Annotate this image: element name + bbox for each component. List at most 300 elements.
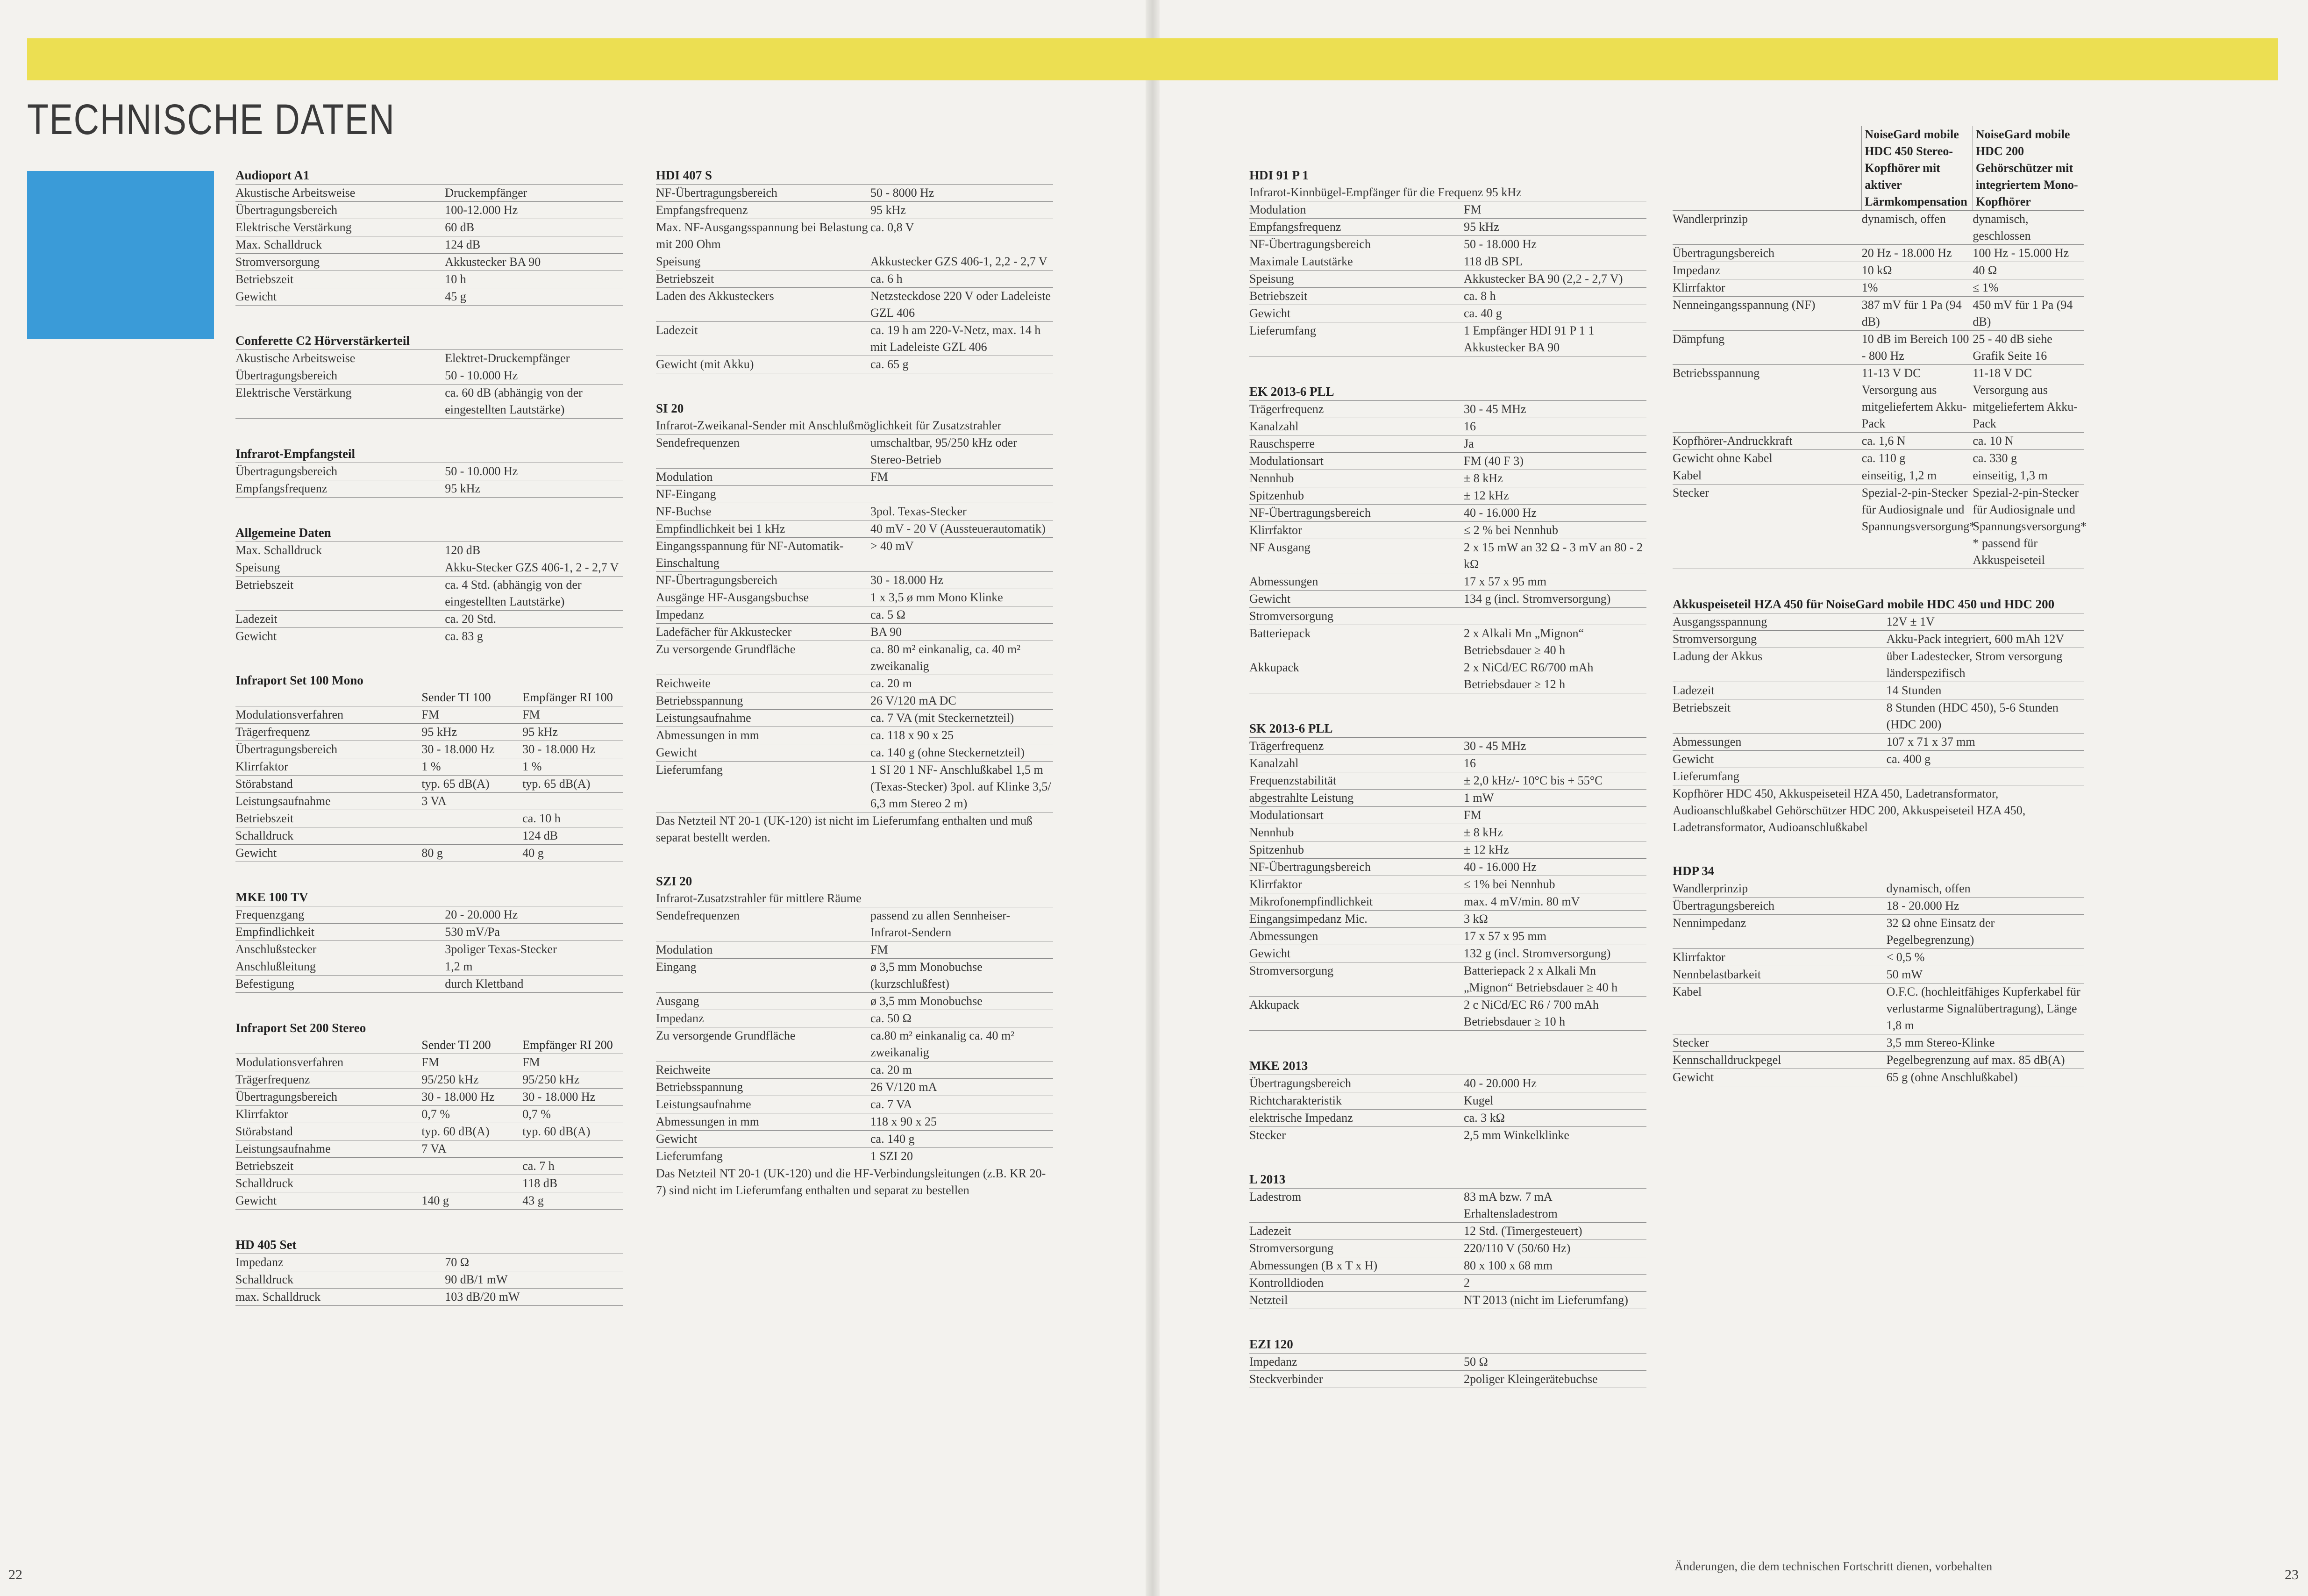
spec-value: Spezial-2-pin-Stecker für Audiosignale und Spannungsversorgung*: [1862, 484, 1973, 569]
spec-label: Gewicht: [235, 1192, 421, 1210]
table-row: [235, 758, 623, 776]
spec-value: ca. 20 Std.: [445, 611, 623, 628]
spec-value: 3 VA: [421, 793, 522, 810]
spec-section: [656, 166, 1053, 373]
spec-value: 2 x 15 mW an 32 Ω - 3 mV an 80 - 2 kΩ: [1464, 539, 1646, 573]
table-row: [1249, 522, 1646, 539]
spec-value: ± 12 kHz: [1464, 841, 1646, 859]
spec-value: Netzsteckdose 220 V oder Ladeleiste GZL 406: [870, 288, 1053, 322]
spec-value: ca. 19 h am 220-V-Netz, max. 14 h mit Ladeleiste GZL 406: [870, 322, 1053, 356]
spec-label: Abmessungen: [1673, 734, 1887, 751]
spec-value: 16: [1464, 418, 1646, 435]
table-row: [656, 1131, 1053, 1148]
spec-value: ca. 3 kΩ: [1464, 1110, 1646, 1127]
table-row: [1673, 966, 2084, 983]
table-row: [235, 236, 623, 254]
spec-value: 3 kΩ: [1464, 911, 1646, 928]
spec-value: 3poliger Texas-Stecker: [445, 941, 623, 958]
spec-label: Wandlerprinzip: [1673, 211, 1862, 245]
spec-section: [235, 1236, 623, 1306]
table-row: [656, 356, 1053, 373]
spec-value: 100 Hz - 15.000 Hz: [1973, 245, 2084, 262]
spec-label: Ladestrom: [1249, 1189, 1464, 1223]
spec-value: 124 dB: [522, 827, 623, 845]
section-title: MKE 100 TV: [235, 890, 308, 904]
spec-value: 2: [1464, 1275, 1646, 1292]
spec-label: Ladezeit: [1249, 1223, 1464, 1240]
spec-value: [421, 1175, 522, 1192]
table-row: [1249, 1275, 1646, 1292]
spec-label: Empfindlichkeit: [235, 924, 445, 941]
table-row: [1249, 841, 1646, 859]
spec-label: Lieferumfang: [656, 1148, 870, 1165]
spec-label: Gewicht: [235, 288, 445, 306]
spec-value: < 0,5 %: [1887, 949, 2084, 966]
spec-value: ø 3,5 mm Monobuchse (kurzschlußfest): [870, 959, 1053, 993]
section-note: Kopfhörer HDC 450, Akkuspeiseteil HZA 450, Ladetransformator, Audioanschlußkabel Gehörschützer HDC 200, Akkuspeiseteil HZA 450, Ladetransformator, Audioanschlußkabel: [1673, 787, 2026, 834]
spec-value: 1 %: [421, 758, 522, 776]
spec-label: Nennbelastbarkeit: [1673, 966, 1887, 983]
spec-value: 30 - 18.000 Hz: [421, 741, 522, 758]
table-row: [235, 1089, 623, 1106]
spec-label: Trägerfrequenz: [235, 1071, 421, 1089]
spec-value: 0,7 %: [522, 1106, 623, 1123]
table-row: [1673, 631, 2084, 648]
table-row: [656, 606, 1053, 624]
spec-section: [235, 888, 623, 993]
spec-label: Betriebszeit: [656, 271, 870, 288]
spec-label: Akkupack: [1249, 997, 1464, 1031]
table-row: [235, 480, 623, 498]
spec-value: ca. 8 h: [1464, 288, 1646, 305]
table-row: [656, 1096, 1053, 1113]
table-row: [1673, 245, 2084, 262]
spec-value: 120 dB: [445, 542, 623, 559]
spec-value: 3,5 mm Stereo-Klinke: [1887, 1034, 2084, 1052]
spec-label: Schalldruck: [235, 1175, 421, 1192]
spec-label: Übertragungsbereich: [235, 202, 445, 219]
table-row: [1673, 949, 2084, 966]
section-title: HDI 91 P 1: [1249, 168, 1309, 182]
table-row: [1673, 484, 2084, 569]
spec-label: Ausgänge HF-Ausgangsbuchse: [656, 589, 870, 606]
spec-label: Modulationsverfahren: [235, 706, 421, 724]
table-row: [1673, 1069, 2084, 1086]
table-row: [656, 185, 1053, 202]
spec-label: Übertragungsbereich: [1673, 245, 1862, 262]
table-row: [1673, 682, 2084, 699]
table-row: [1673, 433, 2084, 450]
table-row: [235, 628, 623, 645]
spec-label: Stecker: [1673, 484, 1862, 569]
spec-value: FM: [421, 1054, 522, 1071]
spec-section: [235, 166, 623, 306]
spec-value: ca. 7 VA: [870, 1096, 1053, 1113]
spec-label: Eingangsspannung für NF-Automatik-Einschaltung: [656, 538, 870, 572]
spec-label: Rauschsperre: [1249, 435, 1464, 453]
spec-label: Betriebszeit: [235, 271, 445, 288]
spec-value: 1 %: [522, 758, 623, 776]
spec-value: ca. 65 g: [870, 356, 1053, 373]
table-row: [1249, 1110, 1646, 1127]
table-row: [1249, 418, 1646, 435]
table-row: [1673, 279, 2084, 297]
spec-value: einseitig, 1,3 m: [1973, 467, 2084, 484]
spec-value: 10 h: [445, 271, 623, 288]
spec-table: [235, 542, 623, 645]
spec-label: abgestrahlte Leistung: [1249, 790, 1464, 807]
spec-label: Max. NF-Ausgangsspannung bei Belastung mit 200 Ohm: [656, 219, 870, 253]
spec-label: Stromversorgung: [1673, 631, 1887, 648]
spec-value: 17 x 57 x 95 mm: [1464, 928, 1646, 945]
spec-table: [235, 463, 623, 498]
spec-value: FM: [522, 706, 623, 724]
table-row: [235, 1158, 623, 1175]
spec-section: [235, 671, 623, 862]
spec-label: Gewicht (mit Akku): [656, 356, 870, 373]
table-row: [235, 1054, 623, 1071]
spec-label: Gewicht: [656, 744, 870, 762]
spec-value: 140 g: [421, 1192, 522, 1210]
spec-label: Nennhub: [1249, 824, 1464, 841]
spec-value: 95 kHz: [522, 724, 623, 741]
spec-label: Lieferumfang: [656, 762, 870, 812]
spec-value: 30 - 18.000 Hz: [870, 572, 1053, 589]
section-title: HDP 34: [1673, 864, 1715, 878]
table-row: [235, 463, 623, 480]
spec-label: Netzteil: [1249, 1292, 1464, 1309]
spec-value: [522, 793, 623, 810]
spec-value: Batteriepack 2 x Alkali Mn „Mignon“ Betriebsdauer ≥ 40 h: [1464, 962, 1646, 997]
spec-label: Ladezeit: [656, 322, 870, 356]
table-row: [235, 1106, 623, 1123]
book-spine: [1146, 0, 1160, 1596]
table-row: [656, 1010, 1053, 1027]
section-intro: Infrarot-Zweikanal-Sender mit Anschlußmöglichkeit für Zusatzstrahler: [656, 419, 1002, 432]
table-row: [235, 202, 623, 219]
table-row: [1249, 219, 1646, 236]
spec-label: Betriebsspannung: [1673, 365, 1862, 433]
spec-value: 20 - 20.000 Hz: [445, 906, 623, 924]
table-row: [1249, 807, 1646, 824]
table-row: [1673, 467, 2084, 484]
spec-label: Betriebszeit: [1249, 288, 1464, 305]
spec-label: Kontrolldioden: [1249, 1275, 1464, 1292]
spec-label: Max. Schalldruck: [235, 542, 445, 559]
spec-value: 30 - 18.000 Hz: [522, 1089, 623, 1106]
spec-label: Störabstand: [235, 1123, 421, 1140]
spec-value: FM: [522, 1054, 623, 1071]
table-row: [235, 219, 623, 236]
section-title: Allgemeine Daten: [235, 526, 331, 540]
spec-value: ca. 20 m: [870, 1062, 1053, 1079]
table-row: [1249, 876, 1646, 893]
header-color-band: [27, 38, 2278, 80]
spec-value: ca. 140 g: [870, 1131, 1053, 1148]
spec-table: [235, 689, 623, 862]
spec-value: 2 x NiCd/EC R6/700 mAh Betriebsdauer ≥ 12 h: [1464, 659, 1646, 693]
spec-label: Stromversorgung: [1249, 962, 1464, 997]
spec-label: Ladung der Akkus: [1673, 648, 1887, 682]
spec-label: Gewicht: [1249, 945, 1464, 962]
header-cell: Empfänger RI 200: [522, 1038, 613, 1052]
spec-value: 132 g (incl. Stromversorgung): [1464, 945, 1646, 962]
spec-label: Klirrfaktor: [235, 1106, 421, 1123]
spec-value: [1887, 768, 2084, 785]
spec-table: [1249, 1188, 1646, 1309]
spec-label: Abmessungen: [1249, 573, 1464, 591]
spec-label: Abmessungen in mm: [656, 1113, 870, 1131]
table-row: [1249, 1371, 1646, 1388]
spec-label: Impedanz: [656, 1010, 870, 1027]
spec-label: Leistungsaufnahme: [656, 710, 870, 727]
spec-value: 26 V/120 mA: [870, 1079, 1053, 1096]
spec-value: FM (40 F 3): [1464, 453, 1646, 470]
spec-label: Empfangsfrequenz: [1249, 219, 1464, 236]
spec-value: 50 - 10.000 Hz: [445, 463, 623, 480]
spec-label: Spitzenhub: [1249, 487, 1464, 505]
spec-value: typ. 60 dB(A): [421, 1123, 522, 1140]
table-row: [235, 542, 623, 559]
table-row: [235, 1192, 623, 1210]
table-row: [235, 559, 623, 577]
spec-value: typ. 65 dB(A): [522, 776, 623, 793]
header-cell: [235, 689, 421, 706]
spec-label: Betriebsspannung: [656, 1079, 870, 1096]
spec-value: 100-12.000 Hz: [445, 202, 623, 219]
table-row: [235, 810, 623, 827]
spec-value: ca.80 m² einkanalig ca. 40 m² zweikanalig: [870, 1027, 1053, 1062]
spec-label: Betriebszeit: [235, 1158, 421, 1175]
spec-value: 1 mW: [1464, 790, 1646, 807]
table-row: [1249, 487, 1646, 505]
section-title: Akkuspeiseteil HZA 450 für NoiseGard mobile HDC 450 und HDC 200: [1673, 597, 2055, 611]
section-title: HD 405 Set: [235, 1238, 297, 1252]
spec-label: Betriebszeit: [235, 577, 445, 611]
table-row: [1673, 768, 2084, 785]
spec-value: 30 - 45 MHz: [1464, 401, 1646, 418]
spec-label: Schalldruck: [235, 827, 421, 845]
spec-value: 2poliger Kleingerätebuchse: [1464, 1371, 1646, 1388]
page-number-right: 23: [2285, 1567, 2299, 1582]
spec-value: 118 dB: [522, 1175, 623, 1192]
spec-value: ca. 140 g (ohne Steckernetzteil): [870, 744, 1053, 762]
table-row: [1673, 983, 2084, 1034]
spec-label: Gewicht: [1249, 591, 1464, 608]
table-row: [1673, 751, 2084, 768]
spec-value: dynamisch, offen: [1887, 880, 2084, 898]
table-row: [656, 322, 1053, 356]
spec-label: Abmessungen in mm: [656, 727, 870, 744]
spec-section: [1673, 126, 2087, 569]
table-row: [235, 1140, 623, 1158]
table-row: [1249, 1127, 1646, 1144]
table-row: [1249, 288, 1646, 305]
spec-value: ca. 330 g: [1973, 450, 2084, 467]
spec-label: Ausgang: [656, 993, 870, 1010]
spec-label: Übertragungsbereich: [235, 367, 445, 385]
spec-label: Kopfhörer-Andruckkraft: [1673, 433, 1862, 450]
spec-value: 11-13 V DC Versorgung aus mitgeliefertem Akku-Pack: [1862, 365, 1973, 433]
table-row: [235, 611, 623, 628]
spec-value: einseitig, 1,2 m: [1862, 467, 1973, 484]
table-row: [656, 641, 1053, 675]
spec-table: [1249, 737, 1646, 1031]
spec-label: Stromversorgung: [235, 254, 445, 271]
spec-value: ca. 7 VA (mit Steckernetzteil): [870, 710, 1053, 727]
spec-value: O.F.C. (hochleitfähiges Kupferkabel für verlustarme Signalübertragung), Länge 1,8 m: [1887, 983, 2084, 1034]
spec-value: über Ladestecker, Strom versorgung länderspezifisch: [1887, 648, 2084, 682]
spec-section: [1673, 862, 2084, 1086]
spec-value: ca. 6 h: [870, 271, 1053, 288]
table-row: [235, 793, 623, 810]
spec-value: ≤ 1%: [1973, 279, 2084, 297]
spec-label: Stecker: [1673, 1034, 1887, 1052]
spec-value: 8 Stunden (HDC 450), 5-6 Stunden (HDC 200): [1887, 699, 2084, 734]
spec-label: Maximale Lautstärke: [1249, 253, 1464, 271]
spec-label: Betriebsspannung: [656, 692, 870, 710]
table-row: [1249, 505, 1646, 522]
spec-value: ca. 0,8 V: [870, 219, 1053, 253]
table-row: [235, 724, 623, 741]
spec-value: 2,5 mm Winkelklinke: [1464, 1127, 1646, 1144]
spec-value: 95 kHz: [445, 480, 623, 498]
spec-label: Übertragungsbereich: [1249, 1075, 1464, 1092]
column-3: [1249, 166, 1646, 1414]
column-2: [656, 166, 1053, 1225]
spec-value: [870, 486, 1053, 503]
spec-label: Klirrfaktor: [1673, 949, 1887, 966]
page-title: TECHNISCHE DATEN: [27, 96, 395, 143]
spec-label: Gewicht: [1673, 751, 1887, 768]
spec-value: [522, 1140, 623, 1158]
table-row: [656, 435, 1053, 469]
table-row: [1673, 297, 2084, 331]
spec-label: Anschlußstecker: [235, 941, 445, 958]
spec-table: [1249, 1353, 1646, 1388]
spec-value: 45 g: [445, 288, 623, 306]
table-row: [656, 727, 1053, 744]
spec-table: [235, 1254, 623, 1306]
spec-label: Reichweite: [656, 1062, 870, 1079]
table-row: [656, 675, 1053, 692]
spec-label: Gewicht: [1249, 305, 1464, 322]
spec-label: Steckverbinder: [1249, 1371, 1464, 1388]
table-row: [1249, 1292, 1646, 1309]
spec-value: 95/250 kHz: [522, 1071, 623, 1089]
spec-label: Impedanz: [656, 606, 870, 624]
table-row: [1249, 236, 1646, 253]
spec-value: ca. 4 Std. (abhängig von der eingestellten Lautstärke): [445, 577, 623, 611]
spec-label: Spitzenhub: [1249, 841, 1464, 859]
spec-value: 50 mW: [1887, 966, 2084, 983]
spec-label: Max. Schalldruck: [235, 236, 445, 254]
spec-label: Akustische Arbeitsweise: [235, 350, 445, 367]
section-title: MKE 2013: [1249, 1059, 1308, 1073]
spec-value: 2 x Alkali Mn „Mignon“ Betriebsdauer ≥ 40 h: [1464, 625, 1646, 659]
table-row: [1249, 755, 1646, 772]
section-title: L 2013: [1249, 1172, 1286, 1186]
spec-value: 40 Ω: [1973, 262, 2084, 279]
table-row: [235, 185, 623, 202]
spec-label: Modulation: [656, 469, 870, 486]
table-row: [656, 288, 1053, 322]
spec-value: 0,7 %: [421, 1106, 522, 1123]
table-row: [656, 762, 1053, 812]
table-row: [656, 907, 1053, 941]
spec-value: 1 Empfänger HDI 91 P 1 1 Akkustecker BA 90: [1464, 322, 1646, 356]
spec-label: NF-Übertragungsbereich: [1249, 859, 1464, 876]
table-row: [656, 1079, 1053, 1096]
spec-value: Akkustecker GZS 406-1, 2,2 - 2,7 V: [870, 253, 1053, 271]
spec-label: Übertragungsbereich: [235, 463, 445, 480]
spec-value: ca. 118 x 90 x 25: [870, 727, 1053, 744]
table-row: [656, 941, 1053, 959]
spec-value: FM: [1464, 201, 1646, 219]
spec-value: 60 dB: [445, 219, 623, 236]
spec-label: Gewicht: [235, 845, 421, 862]
spec-value: 40 - 16.000 Hz: [1464, 859, 1646, 876]
header-cell: Sender TI 100: [421, 691, 491, 704]
spec-value: FM: [870, 469, 1053, 486]
table-row: [1673, 734, 2084, 751]
table-row: [656, 219, 1053, 253]
spec-value: 450 mV für 1 Pa (94 dB): [1973, 297, 2084, 331]
spec-value: 1%: [1862, 279, 1973, 297]
spec-label: Befestigung: [235, 976, 445, 993]
spec-value: ca. 40 g: [1464, 305, 1646, 322]
spec-value: ± 8 kHz: [1464, 824, 1646, 841]
spec-value: ± 2,0 kHz/- 10°C bis + 55°C: [1464, 772, 1646, 790]
table-row: [1673, 211, 2084, 245]
page-number-left: 22: [8, 1567, 22, 1582]
table-row: [235, 958, 623, 976]
table-row: [656, 959, 1053, 993]
table-row: [235, 1175, 623, 1192]
spec-value: 14 Stunden: [1887, 682, 2084, 699]
table-row: [1249, 1257, 1646, 1275]
spec-label: Elektrische Verstärkung: [235, 385, 445, 419]
spec-value: [421, 810, 522, 827]
section-title: Infraport Set 100 Mono: [235, 673, 363, 687]
spec-label: Sendefrequenzen: [656, 435, 870, 469]
spec-value: 43 g: [522, 1192, 623, 1210]
spec-label: Elektrische Verstärkung: [235, 219, 445, 236]
footnote: Änderungen, die dem technischen Fortschritt dienen, vorbehalten: [1674, 1560, 1993, 1573]
spec-value: 18 - 20.000 Hz: [1887, 898, 2084, 915]
table-row: [1249, 271, 1646, 288]
table-row: [1249, 824, 1646, 841]
spec-value: 17 x 57 x 95 mm: [1464, 573, 1646, 591]
spec-section: [235, 524, 623, 645]
spec-value: 1 x 3,5 ø mm Mono Klinke: [870, 589, 1053, 606]
spec-value: 12V ± 1V: [1887, 613, 2084, 631]
spec-table: [235, 1037, 623, 1210]
spec-section: [235, 332, 623, 419]
spec-section: [1249, 1057, 1646, 1144]
spec-label: Klirrfaktor: [1673, 279, 1862, 297]
spec-value: 25 - 40 dB siehe Grafik Seite 16: [1973, 331, 2084, 365]
column-1: [235, 166, 623, 1332]
spec-label: Akkupack: [1249, 659, 1464, 693]
spec-label: NF-Eingang: [656, 486, 870, 503]
spec-value: Akkustecker BA 90 (2,2 - 2,7 V): [1464, 271, 1646, 288]
spec-label: Empfangsfrequenz: [656, 202, 870, 219]
table-row: [235, 1289, 623, 1306]
spec-label: Nennimpedanz: [1673, 915, 1887, 949]
table-row: [1249, 625, 1646, 659]
table-row: [235, 367, 623, 385]
